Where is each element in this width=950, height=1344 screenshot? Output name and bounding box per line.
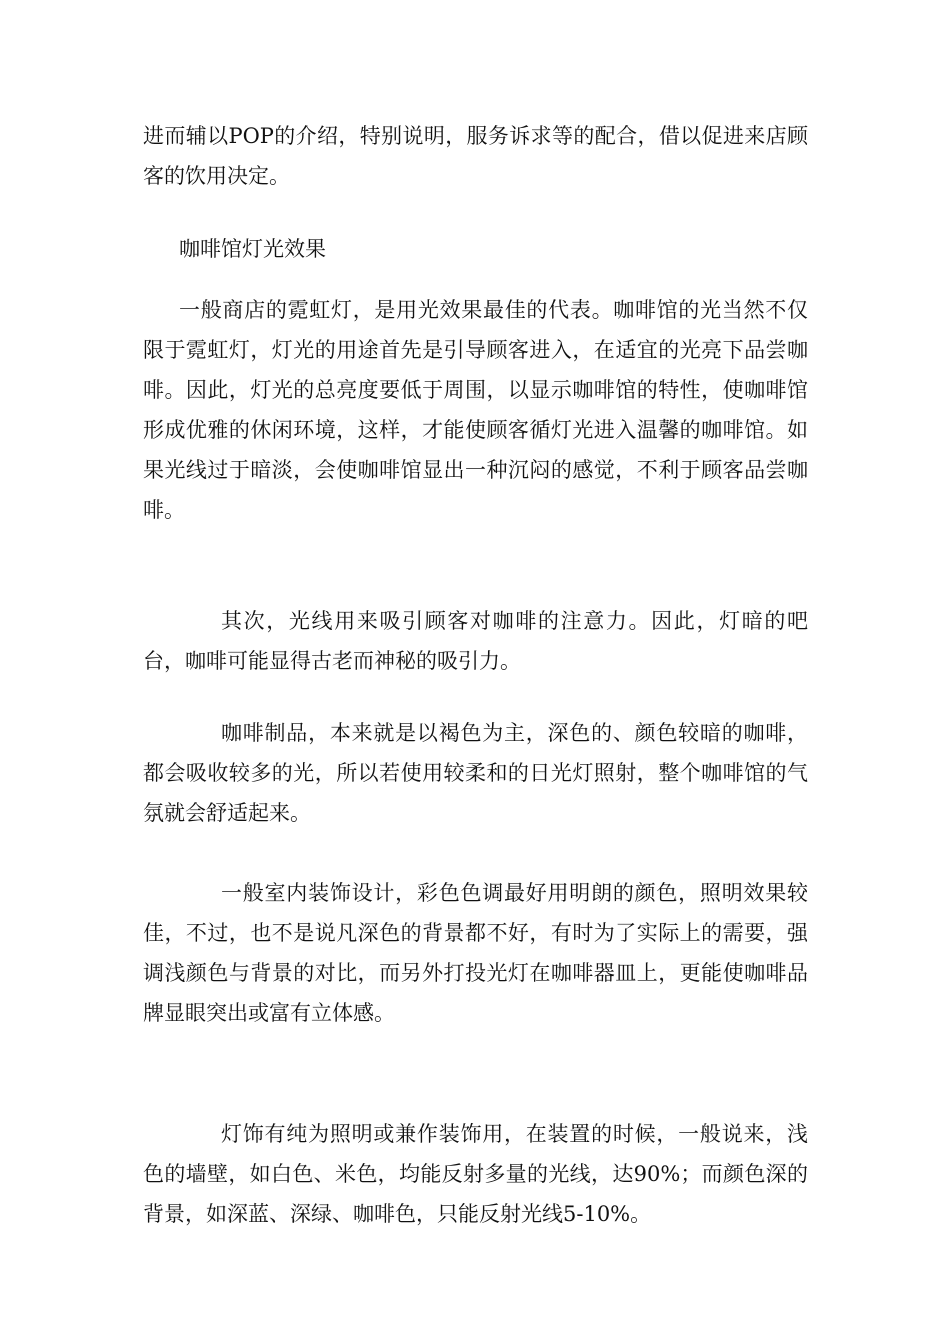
paragraph-lighting-fixtures: 灯饰有纯为照明或兼作装饰用，在装置的时候，一般说来，浅色的墙壁，如白色、米色，均能反射多量的光线，达90%；而颜色深的背景，如深蓝、深绿、咖啡色，只能反射光线5-10%。	[143, 1122, 808, 1226]
paragraph-coffee-color: 咖啡制品，本来就是以褐色为主，深色的、颜色较暗的咖啡，都会吸收较多的光，所以若使用较柔和的日光灯照射，整个咖啡馆的气氛就会舒适起来。	[143, 721, 808, 825]
section-heading: 咖啡馆灯光效果	[179, 237, 326, 261]
paragraph-interior-design: 一般室内装饰设计，彩色色调最好用明朗的颜色，照明效果较佳，不过，也不是说凡深色的背景都不好，有时为了实际上的需要，强调浅颜色与背景的对比，而另外打投光灯在咖啡器皿上，更能使咖啡品牌显眼突出或富有立体感。	[143, 881, 808, 1025]
paragraph-attention: 其次，光线用来吸引顾客对咖啡的注意力。因此，灯暗的吧台，咖啡可能显得古老而神秘的吸引力。	[143, 609, 808, 673]
paragraph-intro: 进而辅以POP的介绍，特别说明，服务诉求等的配合，借以促进来店顾客的饮用决定。	[143, 124, 808, 188]
paragraph-neon: 一般商店的霓虹灯，是用光效果最佳的代表。咖啡馆的光当然不仅限于霓虹灯，灯光的用途首先是引导顾客进入，在适宜的光亮下品尝咖啡。因此，灯光的总亮度要低于周围，以显示咖啡馆的特性，使咖啡馆形成优雅的休闲环境，这样，才能使顾客循灯光进入温馨的咖啡馆。如果光线过于暗淡，会使咖啡馆显出一种沉闷的感觉，不利于顾客品尝咖啡。	[143, 298, 808, 522]
